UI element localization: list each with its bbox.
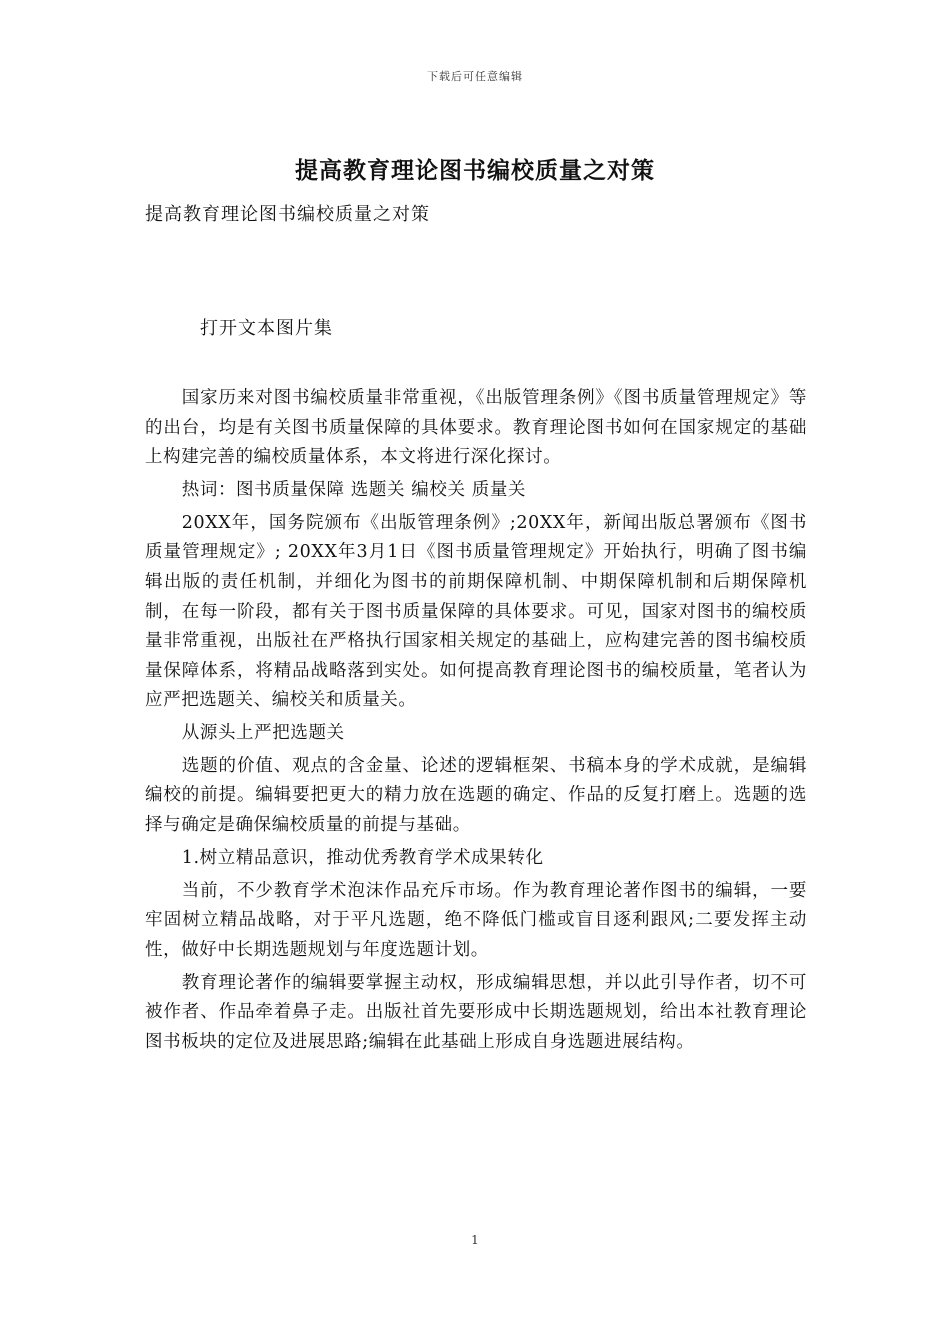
paragraph-quality-awareness: 当前，不少教育学术泡沫作品充斥市场。作为教育理论著作图书的编辑，一要牢固树立精品战略，对于平凡选题，绝不降低门槛或盲目逐利跟风;二要发挥主动性，做好中长期选题规划与年度选题计划。 [145,880,807,960]
section-heading: 从源头上严把选题关 [181,723,345,744]
paragraph-editor-initiative: 教育理论著作的编辑要掌握主动权，形成编辑思想，并以此引导作者，切不可被作者、作品牵着鼻子走。出版社首先要形成中长期选题规划，给出本社教育理论图书板块的定位及进展思路;编辑在此基础上形成自身选题进展结构。 [145,972,807,1052]
paragraph-keywords: 热词：图书质量保障 选题关 编校关 质量关 [181,479,527,500]
open-image-gallery-link[interactable]: 打开文本图片集 [200,318,333,339]
paragraph-background: 20XX年，国务院颁布《出版管理条例》;20XX年，新闻出版总署颁布《图书质量管理规定》; 20XX年3月1日《图书质量管理规定》开始执行，明确了图书编辑出版的责任机制，并细化为图书的前期保障机制、中期保障机制和后期保障机制，在每一阶段，都有关于图书质量保障的具体要求。可见，国家对图书的编校质量非常重视，出版社在严格执行国家相关规定的基础上，应构建完善的图书编校质量保障体系，将精品战略落到实处。如何提高教育理论图书的编校质量，笔者认为应严把选题关、编校关和质量关。 [145,512,807,711]
subsection-heading: 1.树立精品意识，推动优秀教育学术成果转化 [181,847,544,868]
paragraph-intro: 国家历来对图书编校质量非常重视，《出版管理条例》《图书质量管理规定》等的出台，均是有关图书质量保障的具体要求。教育理论图书如何在国家规定的基础上构建完善的编校质量体系，本文将进行深化探讨。 [145,388,807,468]
document-title: 提高教育理论图书编校质量之对策 [295,157,655,184]
header-note: 下载后可任意编辑 [427,70,523,83]
paragraph-topic-selection: 选题的价值、观点的含金量、论述的逻辑框架、书稿本身的学术成就，是编辑编校的前提。编辑要把更大的精力放在选题的确定、作品的反复打磨上。选题的选择与确定是确保编校质量的前提与基础。 [145,755,807,836]
page-number: 1 [471,1233,479,1247]
document-subtitle: 提高教育理论图书编校质量之对策 [145,204,430,225]
body-text [145,384,807,1061]
